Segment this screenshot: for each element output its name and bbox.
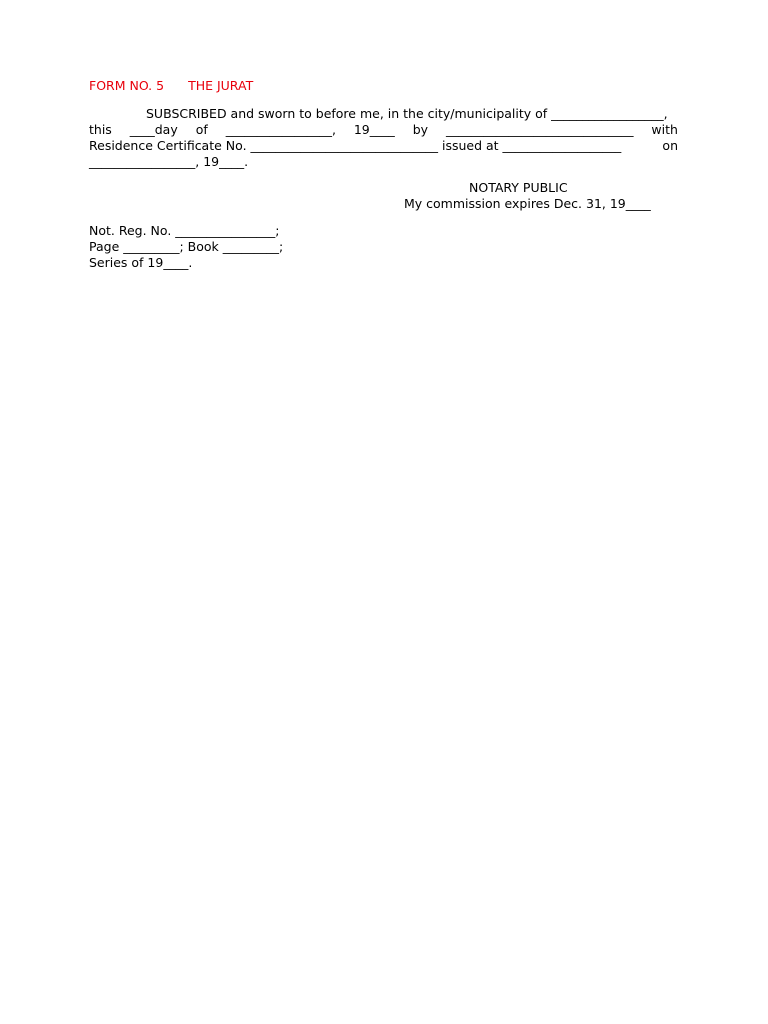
word: of xyxy=(195,122,208,137)
paragraph-line-1: SUBSCRIBED and sworn to before me, in the city/municipality of __________________, xyxy=(146,106,668,121)
word: ______________________________ xyxy=(445,122,634,137)
commission-expiry: My commission expires Dec. 31, 19____ xyxy=(404,196,651,211)
paragraph-line-2 xyxy=(89,122,678,138)
notary-block xyxy=(404,180,654,212)
word: with xyxy=(651,122,678,137)
paragraph-line-3 xyxy=(89,138,678,154)
page-book: Page _________; Book _________; xyxy=(89,239,284,254)
word: on xyxy=(662,138,678,153)
word: _________________, xyxy=(225,122,336,137)
word: this xyxy=(89,122,112,137)
notary-public-label: NOTARY PUBLIC xyxy=(469,180,568,195)
word: ____day xyxy=(129,122,178,137)
form-number: FORM NO. 5 xyxy=(89,78,165,93)
jurat-paragraph xyxy=(89,106,678,170)
word: Residence Certificate No. ______________________________ issued at ___________________ xyxy=(89,138,622,153)
registry-block xyxy=(89,223,283,271)
word: 19____ xyxy=(353,122,395,137)
form-heading xyxy=(89,78,253,93)
form-title: THE JURAT xyxy=(188,78,254,93)
series: Series of 19____. xyxy=(89,255,193,270)
notary-reg-no: Not. Reg. No. ________________; xyxy=(89,223,280,238)
paragraph-line-4: _________________, 19____. xyxy=(89,154,249,169)
word: by xyxy=(412,122,429,137)
